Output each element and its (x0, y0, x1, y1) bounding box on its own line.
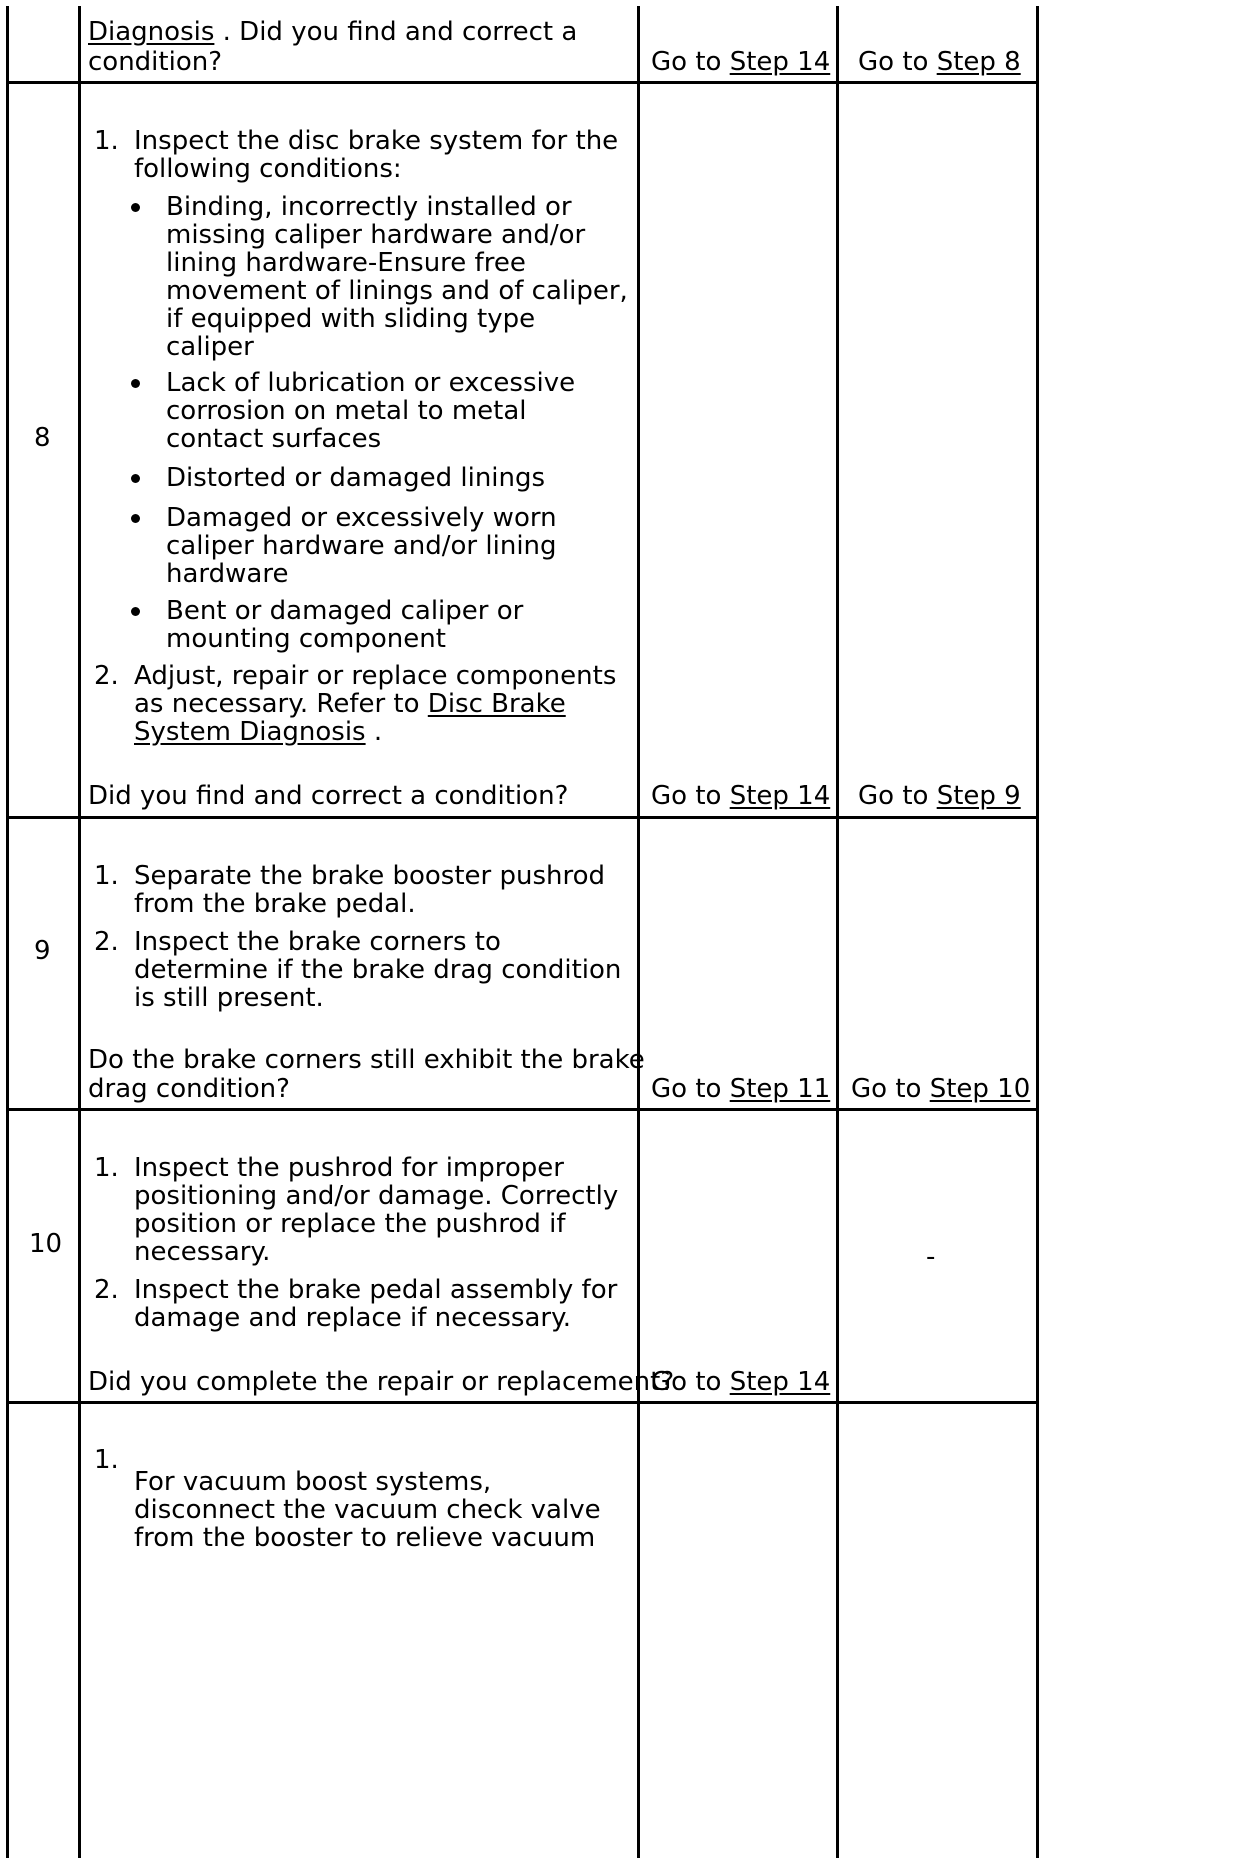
no-action: Go to Step 8 (858, 47, 1021, 77)
step-number: 8 (34, 423, 51, 453)
no-action: Go to Step 9 (858, 781, 1021, 811)
bullet-text: caliper hardware and/or lining (166, 531, 557, 561)
yes-action: Go to Step 14 (651, 1367, 831, 1397)
step-link[interactable]: Step 11 (729, 1074, 831, 1104)
bullet-text: lining hardware-Ensure free (166, 248, 526, 278)
bullet-icon (131, 607, 140, 616)
list-item-text: disconnect the vacuum check valve (134, 1495, 601, 1525)
bullet-text: Lack of lubrication or excessive (166, 368, 576, 398)
bullet-text: caliper (166, 332, 254, 362)
step-link[interactable]: Step 14 (729, 1367, 831, 1397)
no-action-empty: - (926, 1242, 936, 1272)
question-text: Diagnosis . Did you find and correct a (88, 17, 578, 47)
list-item-text: Separate the brake booster pushrod (134, 861, 606, 891)
list-item-text: as necessary. Refer to Disc Brake (134, 689, 566, 719)
bullet-icon (131, 514, 140, 523)
step-link[interactable]: Step 14 (729, 781, 831, 811)
question-text: Did you find and correct a condition? (88, 781, 569, 811)
bullet-text: missing caliper hardware and/or (166, 220, 586, 250)
bullet-icon (131, 379, 140, 388)
list-item-text: is still present. (134, 983, 324, 1013)
row-divider (6, 816, 1039, 819)
list-item-text: Inspect the brake pedal assembly for (134, 1275, 618, 1305)
list-item-text: from the brake pedal. (134, 889, 416, 919)
bullet-text: contact surfaces (166, 424, 382, 454)
bullet-text: Bent or damaged caliper or (166, 596, 524, 626)
question-text: drag condition? (88, 1074, 290, 1104)
column-divider (78, 6, 81, 1858)
list-item-text: following conditions: (134, 154, 402, 184)
bullet-icon (131, 203, 140, 212)
bullet-text: corrosion on metal to metal (166, 396, 527, 426)
yes-action: Go to Step 11 (651, 1074, 831, 1104)
bullet-text: Binding, incorrectly installed or (166, 192, 572, 222)
list-item-text: Inspect the disc brake system for the (134, 126, 619, 156)
list-number: 1. (94, 126, 119, 156)
list-item-text: determine if the brake drag condition (134, 955, 622, 985)
system-diagnosis-link[interactable]: System Diagnosis (134, 717, 366, 747)
list-number: 1. (94, 861, 119, 891)
diagnosis-link[interactable]: Diagnosis (88, 17, 215, 47)
table-left-border (6, 6, 9, 1858)
list-item-text: position or replace the pushrod if (134, 1209, 566, 1239)
list-item-text: Inspect the pushrod for improper (134, 1153, 564, 1183)
step-link[interactable]: Step 10 (929, 1074, 1031, 1104)
question-text: Do the brake corners still exhibit the brake (88, 1045, 645, 1075)
step-link[interactable]: Step 9 (936, 781, 1021, 811)
disc-brake-link[interactable]: Disc Brake (427, 689, 566, 719)
list-item-text: damage and replace if necessary. (134, 1303, 572, 1333)
list-item-text: For vacuum boost systems, (134, 1467, 492, 1497)
bullet-text: Distorted or damaged linings (166, 463, 546, 493)
yes-action: Go to Step 14 (651, 47, 831, 77)
step-link[interactable]: Step 8 (936, 47, 1021, 77)
column-divider (637, 6, 640, 1858)
list-number: 2. (94, 661, 119, 691)
bullet-icon (131, 474, 140, 483)
bullet-text: hardware (166, 559, 289, 589)
step-link[interactable]: Step 14 (729, 47, 831, 77)
list-item-text: from the booster to relieve vacuum (134, 1523, 596, 1553)
column-divider (836, 6, 839, 1858)
list-number: 1. (94, 1153, 119, 1183)
list-number: 2. (94, 927, 119, 957)
no-action: Go to Step 10 (851, 1074, 1031, 1104)
row-divider (6, 1108, 1039, 1111)
list-item-text: Adjust, repair or replace components (134, 661, 617, 691)
table-right-border (1036, 6, 1039, 1858)
step-number: 10 (29, 1229, 63, 1259)
question-text: condition? (88, 47, 223, 77)
list-number: 1. (94, 1445, 119, 1475)
bullet-text: if equipped with sliding type (166, 304, 536, 334)
yes-action: Go to Step 14 (651, 781, 831, 811)
list-item-text: System Diagnosis . (134, 717, 383, 747)
bullet-text: Damaged or excessively worn (166, 503, 557, 533)
list-item-text: Inspect the brake corners to (134, 927, 501, 957)
question-text: Did you complete the repair or replacement? (88, 1367, 675, 1397)
list-item-text: necessary. (134, 1237, 271, 1267)
step-number: 9 (34, 936, 51, 966)
bullet-text: mounting component (166, 624, 446, 654)
list-number: 2. (94, 1275, 119, 1305)
row-divider (6, 1401, 1039, 1404)
bullet-text: movement of linings and of caliper, (166, 276, 628, 306)
row-divider (6, 81, 1039, 84)
list-item-text: positioning and/or damage. Correctly (134, 1181, 619, 1211)
